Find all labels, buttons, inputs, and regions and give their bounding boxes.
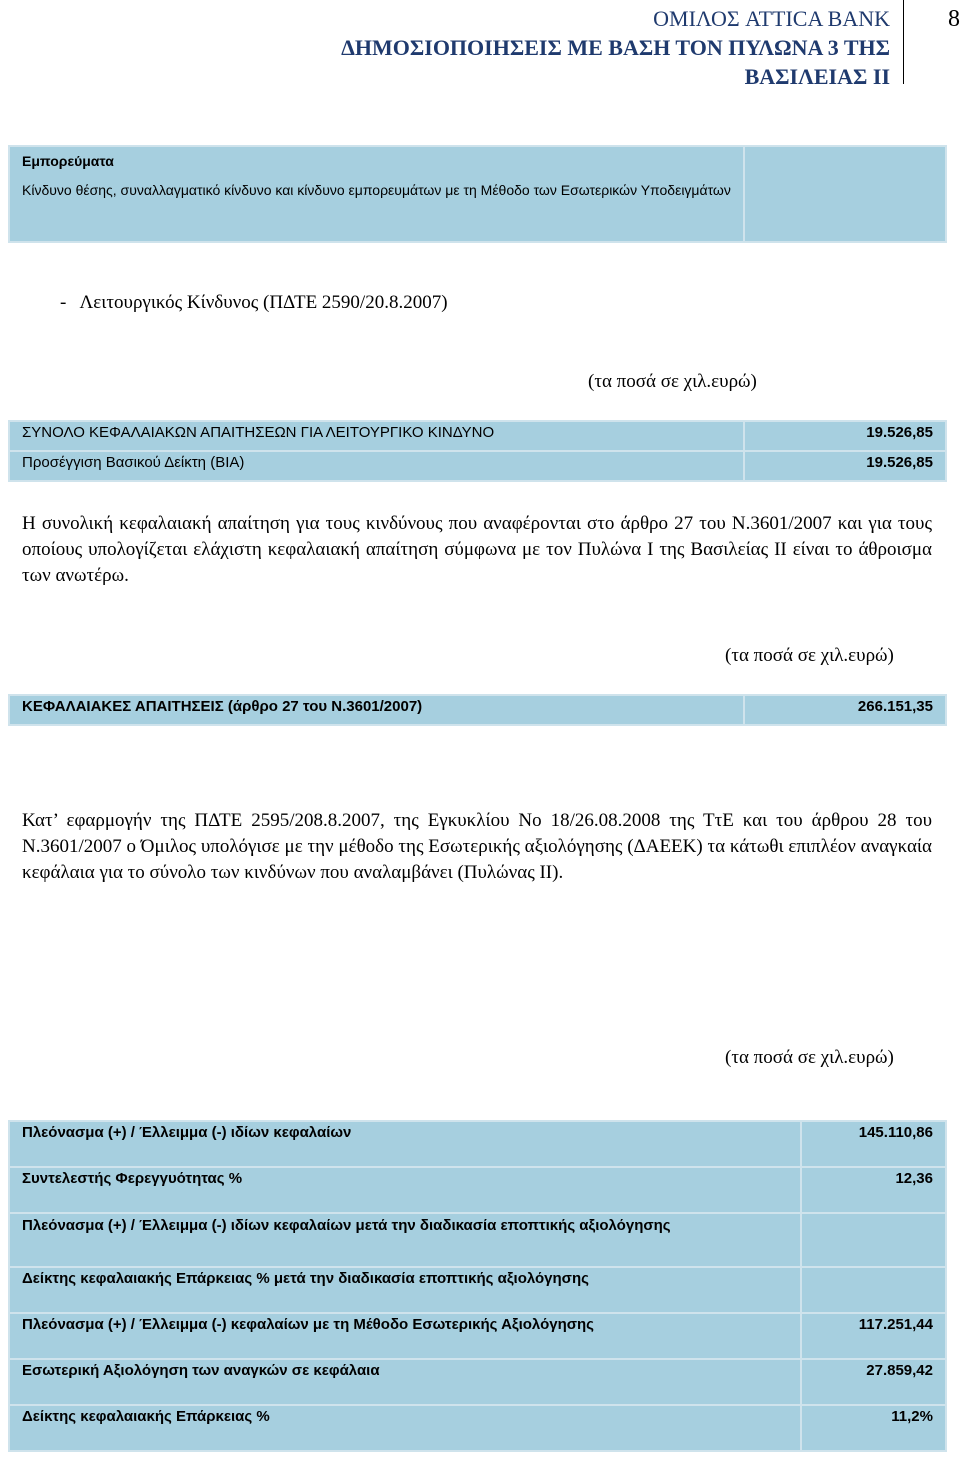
surplus-own-funds-value: 145.110,86 xyxy=(801,1121,946,1167)
surplus-after-srep-value xyxy=(801,1213,946,1267)
capital-adequacy-ratio-value: 11,2% xyxy=(801,1405,946,1451)
commodities-label: Εμπορεύματα xyxy=(22,153,114,169)
market-risk-table xyxy=(8,145,947,243)
total-operational-value: 19.526,85 xyxy=(744,421,946,451)
operational-risk-table xyxy=(8,420,947,482)
table-row xyxy=(9,1313,946,1359)
table-row xyxy=(9,146,946,242)
capital-requirement-paragraph: Η συνολική κεφαλαιακή απαίτηση για τους κινδύνους που αναφέρονται στο άρθρο 27 του Ν.3601/2007 και για τους οποίους υπολογίζεται ελάχιστη κεφαλαιακή απαίτηση σύμφωνα με τον Πυλώνα Ι της Βασιλείας ΙΙ είναι το άθροισμα των ανωτέρω. xyxy=(22,513,932,586)
title-line-1: ΟΜΙΛΟΣ ATTICA BANK xyxy=(653,6,890,31)
title-line-2: ΔΗΜΟΣΙΟΠΟΙΗΣΕΙΣ ΜΕ ΒΑΣΗ ΤΟΝ ΠΥΛΩΝΑ 3 ΤΗΣ xyxy=(341,35,890,60)
bia-value: 19.526,85 xyxy=(744,451,946,481)
unit-label: (τα ποσά σε χιλ.ευρώ) xyxy=(725,1047,894,1068)
surplus-after-srep-label: Πλεόνασμα (+) / Έλλειμμα (-) ιδίων κεφαλαίων μετά την διαδικασία εποπτικής αξιολόγησης xyxy=(9,1213,801,1267)
market-risk-labels xyxy=(9,146,744,242)
market-risk-value xyxy=(744,146,946,242)
capital-adequacy-after-srep-value xyxy=(801,1267,946,1313)
table-row xyxy=(9,695,946,725)
capital-requirements-table xyxy=(8,694,947,726)
operational-risk-heading: - Λειτουργικός Κίνδυνος (ΠΔΤΕ 2590/20.8.2007) xyxy=(60,292,448,313)
page-number: 8 xyxy=(948,6,960,32)
capital-requirements-value: 266.151,35 xyxy=(744,695,946,725)
table-row xyxy=(9,1359,946,1405)
header-divider xyxy=(903,0,904,84)
solvency-ratio-value: 12,36 xyxy=(801,1167,946,1213)
table-row xyxy=(9,451,946,481)
capital-requirements-label: ΚΕΦΑΛΑΙΑΚΕΣ ΑΠΑΙΤΗΣΕΙΣ (άρθρο 27 του Ν.3601/2007) xyxy=(9,695,744,725)
internal-capital-needs-label: Εσωτερική Αξιολόγηση των αναγκών σε κεφάλαια xyxy=(9,1359,801,1405)
capital-adequacy-ratio-label: Δείκτης κεφαλαιακής Επάρκειας % xyxy=(9,1405,801,1451)
surplus-internal-method-label: Πλεόνασμα (+) / Έλλειμμα (-) κεφαλαίων με τη Μέθοδο Εσωτερικής Αξιολόγησης xyxy=(9,1313,801,1359)
solvency-ratio-label: Συντελεστής Φερεγγυότητας % xyxy=(9,1167,801,1213)
table-row xyxy=(9,1405,946,1451)
capital-adequacy-after-srep-label: Δείκτης κεφαλαιακής Επάρκειας % μετά την διαδικασία εποπτικής αξιολόγησης xyxy=(9,1267,801,1313)
unit-label: (τα ποσά σε χιλ.ευρώ) xyxy=(725,645,894,666)
table-row xyxy=(9,421,946,451)
internal-capital-needs-value: 27.859,42 xyxy=(801,1359,946,1405)
total-operational-label: ΣΥΝΟΛΟ ΚΕΦΑΛΑΙΑΚΩΝ ΑΠΑΙΤΗΣΕΩΝ ΓΙΑ ΛΕΙΤΟΥΡΓΙΚΟ ΚΙΝΔΥΝΟ xyxy=(9,421,744,451)
table-row xyxy=(9,1121,946,1167)
surplus-internal-method-value: 117.251,44 xyxy=(801,1313,946,1359)
title-line-3: ΒΑΣΙΛΕΙΑΣ ΙΙ xyxy=(744,64,890,89)
internal-models-label: Κίνδυνο θέσης, συναλλαγματικό κίνδυνο και κίνδυνο εμπορευμάτων με τη Μέθοδο των Εσωτερικών Υποδειγμάτων xyxy=(22,182,731,198)
page-header xyxy=(0,0,960,90)
table-row xyxy=(9,1267,946,1313)
table-row xyxy=(9,1213,946,1267)
table-row xyxy=(9,1167,946,1213)
icaap-paragraph: Κατ’ εφαρμογήν της ΠΔΤΕ 2595/208.8.2007, της Εγκυκλίου Νο 18/26.08.2008 της ΤτΕ και του άρθρου 28 του Ν.3601/2007 ο Όμιλος υπολόγισε με την μέθοδο της Εσωτερικής αξιολόγησης (ΔΑΕΕΚ) τα κάτωθι επιπλέον αναγκαία κεφάλαια για το σύνολο των κινδύνων που αναλαμβάνει (Πυλώνας ΙΙ). xyxy=(22,810,932,883)
bia-label: Προσέγγιση Βασικού Δείκτη (ΒΙΑ) xyxy=(9,451,744,481)
unit-label: (τα ποσά σε χιλ.ευρώ) xyxy=(588,371,757,392)
document-title xyxy=(290,4,890,91)
icaap-table xyxy=(8,1120,947,1452)
surplus-own-funds-label: Πλεόνασμα (+) / Έλλειμμα (-) ιδίων κεφαλαίων xyxy=(9,1121,801,1167)
